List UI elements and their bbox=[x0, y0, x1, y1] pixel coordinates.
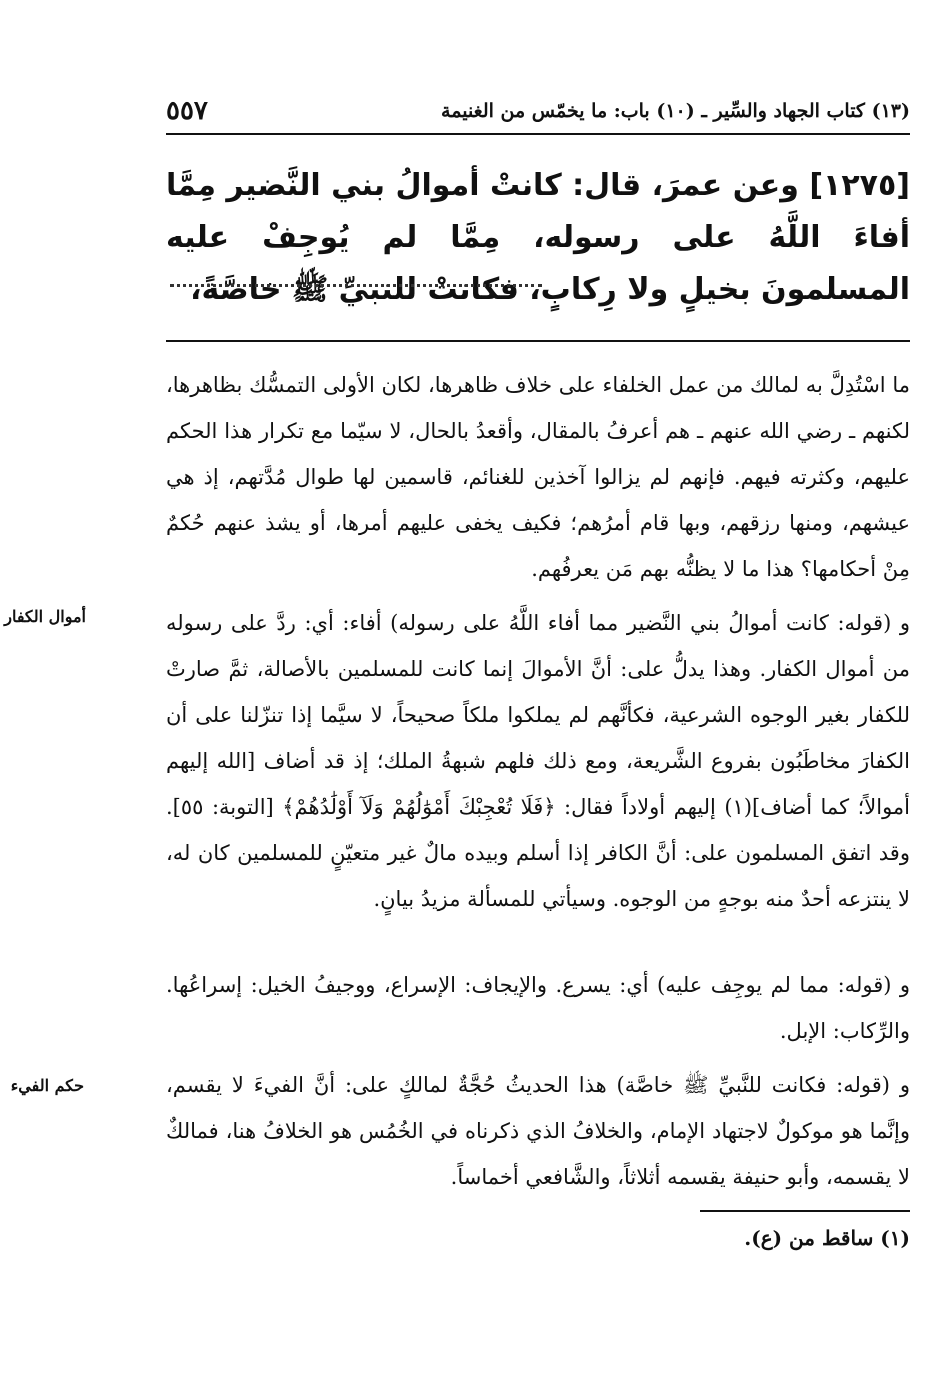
running-header bbox=[166, 96, 910, 130]
dotted-continuation bbox=[170, 284, 542, 287]
page-number: ٥٥٧ bbox=[166, 96, 208, 126]
margin-note-kuffar-wealth: أموال الكفار bbox=[4, 607, 86, 626]
header-rule bbox=[166, 133, 910, 135]
commentary-paragraph-1: ما اسْتُدِلَّ به لمالك من عمل الخلفاء على خلاف ظاهرها، لكان الأولى التمسُّك بظاهرها، لكنهم ـ رضي الله عنهم ـ هم أعرفُ بالمقال، وأقعدُ بالحال، لا سيّما مع تكرار هذا الحكم عليهم، وكثرته فيهم. فإنهم لم يزالوا آخذين للغنائم، قاسمين لها طوال مُدَّتهم، إذ هي عيشهم، ومنها رزقهم، وبها قام أمرُهم؛ فكيف يخفى عليهم أمرها، أو يشذ عنهم حُكمٌ مِنْ أحكامها؟ هذا ما لا يظنُّه بهم مَن يعرفُهم. bbox=[166, 373, 910, 581]
commentary-paragraph-3: و (قوله: مما لم يوجِف عليه) أي: يسرع. والإيجاف: الإسراع، ووجيفُ الخيل: إسراعُها. والرِّكاب: الإبل. bbox=[166, 973, 910, 1043]
footnote: (١) ساقط من (ع). bbox=[744, 1226, 910, 1250]
margin-note-fay-ruling: حكم الفيء bbox=[10, 1076, 84, 1095]
commentary-paragraph-4: و (قوله: فكانت للنَّبيِّ ﷺ خاصَّة) هذا الحديثُ حُجَّةٌ لمالكٍ على: أنَّ الفيءَ لا يقسم، وإنَّما هو موكولٌ لاجتهاد الإمام، والخلافُ الذي ذكرناه في الخُمُس هو الخلافُ هنا، فمالكٌ لا يقسمه، وأبو حنيفة يقسمه أثلاثاً، والشَّافعي أخماساً. bbox=[166, 1073, 910, 1189]
hadith-text: [١٢٧٥] وعن عمرَ، قال: كانتْ أموالُ بني النَّضير مِمَّا أفاءَ اللَّهُ على رسوله، مِمَّا لم يُوجِفْ عليه المسلمونَ بخيلٍ ولا رِكابٍ، فكانتْ للنبيِّ ﷺ خاصَّةً، bbox=[166, 168, 910, 307]
section-separator bbox=[166, 340, 910, 342]
hadith-text-block bbox=[166, 160, 910, 316]
footnote-rule bbox=[700, 1210, 910, 1212]
header-title: (١٣) كتاب الجهاد والسِّير ـ (١٠) باب: ما يخمّس من الغنيمة bbox=[441, 100, 910, 122]
commentary-paragraph-2: و (قوله: كانت أموالُ بني النَّضير مما أفاء اللَّهُ على رسوله) أفاء: أي: ردَّ على رسوله من أموال الكفار. وهذا يدلُّ على: أنَّ الأموالَ إنما كانت للمسلمين بالأصالة، ثمَّ صارتْ للكفار بغير الوجوه الشرعية، فكأنَّهم لم يملكوا ملكاً صحيحاً، لا سيَّما إذا تنزّلنا على أن الكفارَ مخاطَبُون بفروع الشَّريعة، ومع ذلك فلهم شبهةُ الملك؛ إذ قد أضاف [الله إليهم أموالاً؛ كما أضاف](١) إليهم أولاداً فقال: ﴿فَلَا تُعْجِبْكَ أَمْوَٰلُهُمْ وَلَآ أَوْلَٰدُهُمْ﴾ [التوبة: ٥٥]. وقد اتفق المسلمون على: أنَّ الكافر إذا أسلم وبيده مالٌ غير متعيّنٍ للمسلمين كان له، لا ينتزعه أحدٌ منه بوجهٍ من الوجوه. وسيأتي للمسألة مزيدُ بيانٍ. bbox=[166, 611, 910, 911]
